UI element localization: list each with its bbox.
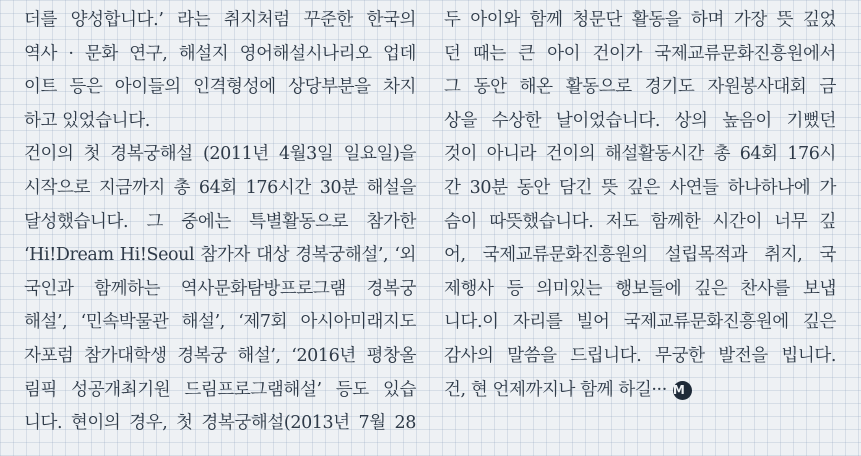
text-line: 니다. 현이의 경우, 첫 경복궁해설(2013년 7월 28 xyxy=(24,413,416,434)
text-line: 두 아이와 함께 청문단 활동을 하며 가장 뜻 깊었 xyxy=(444,10,836,30)
text-line: 그 동안 해온 활동으로 경기도 자원봉사대회 금 xyxy=(444,77,836,98)
text-line: 더를 양성합니다.’ 라는 취지처럼 꾸준한 한국의 xyxy=(24,10,416,30)
text-line: 제행사 등 의미있는 행보들에 깊은 찬사를 보냅 xyxy=(444,278,836,299)
text-line: 건이의 첫 경복궁해설 (2011년 4월3일 일요일)을 xyxy=(24,144,416,165)
text-line: 림픽 성공개최기원 드림프로그램해설’ 등도 있습 xyxy=(24,379,416,400)
text-line: 해설’, ‘민속박물관 해설’, ‘제7회 아시아미래지도 xyxy=(24,312,416,333)
text-line: 던 때는 큰 아이 건이가 국제교류문화진흥원에서 xyxy=(444,43,836,64)
end-mark-icon: M xyxy=(673,381,692,400)
right-text-column xyxy=(444,4,836,407)
text-line: 슴이 따뜻했습니다. 저도 함께한 시간이 너무 깊 xyxy=(444,211,836,232)
text-line: 감사의 말씀을 드립니다. 무궁한 발전을 빕니다. xyxy=(444,345,836,366)
text-line: 역사 · 문화 연구, 해설지 영어해설시나리오 업데 xyxy=(24,43,416,64)
text-line: 어, 국제교류문화진흥원의 설립목적과 취지, 국 xyxy=(444,245,836,266)
closing-text: 건, 현 언제까지나 함께 하길··· xyxy=(444,379,667,400)
text-line: ‘Hi!Dream Hi!Seoul 참가자 대상 경복궁해설’, ‘외 xyxy=(24,245,416,266)
text-line: 하고 있었습니다. xyxy=(24,110,150,131)
text-line: 것이 아니라 건이의 해설활동시간 총 64회 176시 xyxy=(444,144,836,165)
text-line: 시작으로 지금까지 총 64회 176시간 30분 해설을 xyxy=(24,177,416,198)
text-line: 이트 등은 아이들의 인격형성에 상당부분을 차지 xyxy=(24,77,416,98)
text-line: 니다.이 자리를 빌어 국제교류문화진흥원에 깊은 xyxy=(444,312,836,333)
text-line: 달성했습니다. 그 중에는 특별활동으로 참가한 xyxy=(24,211,416,232)
text-line: 간 30분 동안 담긴 뜻 깊은 사연들 하나하나에 가 xyxy=(444,177,836,198)
text-line: 자포럼 참가대학생 경복궁 해설’, ‘2016년 평창올 xyxy=(24,345,416,366)
text-line: 국인과 함께하는 역사문화탐방프로그램 경복궁 xyxy=(24,278,416,299)
left-text-column xyxy=(24,4,416,441)
text-line: 상을 수상한 날이었습니다. 상의 높음이 기뻤던 xyxy=(444,110,836,131)
closing-line xyxy=(444,374,836,408)
